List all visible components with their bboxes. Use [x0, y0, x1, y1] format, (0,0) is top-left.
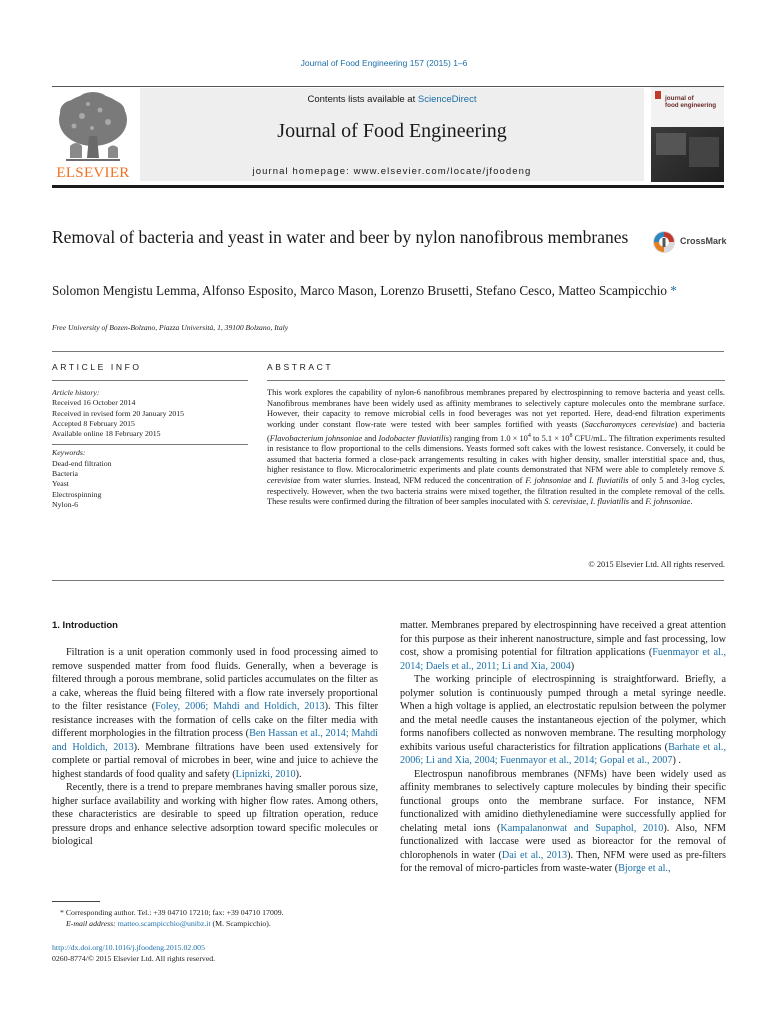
citation-link[interactable]: Bjorge et al., [618, 863, 671, 874]
abstract-text: ) and bacteria ( [267, 419, 725, 443]
citation-link[interactable]: Lipnizki, 2010 [235, 768, 296, 780]
paragraph [400, 768, 726, 876]
citation-link[interactable]: Dai et al., 2013 [501, 849, 568, 861]
footnote-email-line [52, 918, 378, 929]
masthead-rule [52, 185, 724, 188]
citation-link[interactable]: Kampalanonwat and Supaphol, 2010 [500, 822, 664, 834]
doi-block [52, 942, 378, 965]
exponent: 4 [527, 432, 531, 439]
body-text: Electrospun nanofibrous membranes (NFMs) have been widely used as affinity membranes to selectively capture molecules by binding their specific functional groups onto the membrane surface. For instance, NFM functionalized with amidino diethylenediamine were successfully applied for chelating metal ions ( [400, 768, 726, 834]
citation-link[interactable]: Fuenmayor et al., 2014; Daels et al., 2011; Li and Xia, 2004 [400, 647, 726, 672]
keyword: Electrospinning [52, 489, 102, 499]
history-item: Received 16 October 2014 [52, 398, 136, 408]
sciencedirect-link[interactable]: ScienceDirect [417, 94, 477, 105]
abstract-text: of only 5 and 3-log cycles, respectively. However, when the two bacteria strains were mixed together, the filtration resulted in the complete removal of the cells. These results were confirmed during the filtration of beer samples inoculated with [267, 476, 726, 507]
article-info-heading: ARTICLE INFO [52, 362, 142, 372]
footnote-marker: * [60, 908, 64, 917]
citation-link[interactable]: Ben Hassan et al., 2014; Mahdi and Holdich, 2013 [52, 728, 379, 753]
abstract-heading: ABSTRACT [267, 362, 334, 372]
species-name: F. johnsoniae [525, 476, 572, 486]
abstract-copyright: © 2015 Elsevier Ltd. All rights reserved. [588, 560, 725, 569]
body-text: ). Also, NFM functionalized with laccase were used as bioreactor for the removal of chlorophenols in water ( [400, 822, 726, 861]
history-item: Accepted 8 February 2015 [52, 418, 135, 428]
divider [52, 380, 248, 381]
affiliation: Free University of Bozen-Bolzano, Piazza Università, 1, 39100 Bolzano, Italy [52, 323, 289, 332]
author-list [52, 282, 692, 300]
divider [52, 351, 724, 352]
paragraph: Recently, there is a trend to prepare membranes having smaller porous size, higher surface availability and working with higher flow rates. Among others, these characteristics are desirable to speed up filtration operation, reduce pressure drops and enhance selective adsorption toward specific molecules or biological [52, 782, 378, 847]
divider [267, 380, 725, 381]
species-name: S. cerevisiae, I. fluviatilis [544, 497, 630, 507]
abstract-text: ) ranging from 1.0 × 10 [449, 433, 528, 443]
divider [52, 444, 248, 445]
email-link[interactable]: matteo.scampicchio@unibz.it [117, 919, 211, 929]
homepage-prefix: journal homepage: [252, 166, 354, 177]
cover-title: journal of food engineering [665, 95, 717, 109]
abstract-text: This work explores the capability of nylon-6 nanofibrous membranes prepared by electrospinning to remove bacteria and yeast cells. Nanofibrous membranes have been widely used as affinity membranes to selectively capture molecules onto the membrane surface. However, their capacity to remove microbial cells in food beverages was not yet reported. Here, dead-end filtration experiments working under constant flow-rate were tested with beer samples fortified with yeasts ( [267, 388, 725, 429]
footnote-text: Corresponding author. Tel.: +39 04710 17210; fax: +39 04710 17009. [63, 908, 284, 917]
keyword: Bacteria [52, 469, 78, 479]
keyword: Dead-end filtration [52, 458, 112, 468]
footnote-line [52, 907, 378, 918]
elsevier-wordmark: ELSEVIER [56, 165, 130, 181]
homepage-url-link[interactable]: www.elsevier.com/locate/jfoodeng [353, 166, 532, 177]
keyword: Yeast [52, 479, 69, 489]
body-text: matter. Membranes prepared by electrospinning have received a great attention for this purpose as their inherent nanostructure, simple and fast processing, low cost, show a promising potential for filtration applications ( [400, 620, 726, 658]
issn-copyright: 0260-8774/© 2015 Elsevier Ltd. All rights reserved. [52, 954, 216, 964]
article-info-panel [52, 388, 248, 510]
body-text: Filtration is a unit operation commonly used in food processing aimed to remove suspended matter from food fluids. Generally, when a beverage is filtered through a porous membrane, solid particles accumulates on the filter as a cake, whereas the fluid being filtered with a flow rate inversely proportional to the filter resistance ( [52, 647, 378, 712]
authors-text: Solomon Mengistu Lemma, Alfonso Esposito, Marco Mason, Lorenzo Brusetti, Stefano Cesco, Matteo Scampicchio [52, 283, 667, 298]
species-name: F. johnsoniae [645, 497, 691, 507]
history-label: Article history: [52, 388, 100, 397]
article-title: Removal of bacteria and yeast in water and beer by nylon nanofibrous membranes [52, 227, 629, 247]
footnote-rule [52, 901, 100, 902]
body-text: ). Then, NFM were used as pre-filters for the removal of micro-particles from waste-water ( [400, 849, 726, 874]
history-item: Received in revised form 20 January 2015 [52, 408, 185, 418]
crossmark-badge[interactable] [652, 230, 732, 260]
footnote-text: (M. Scampicchio). [210, 919, 271, 929]
section-heading-introduction: 1. Introduction [52, 620, 118, 631]
body-text: The working principle of electrospinning is straightforward. Briefly, a polymer solution is continuously pumped through a metal syringe needle. When a high voltage is applied, an electrostatic repulsion between the polymer and the metal needle causes the instantaneous ejection of the polymer, which forms nanofibers collected as nonwoven membrane. The resulting morphology exhibits various useful characteristics for filtration applications ( [400, 674, 726, 753]
species-name: Saccharomyces cerevisiae [584, 419, 675, 429]
species-name: S. cerevisiae [267, 465, 725, 486]
citation-link[interactable]: Foley, 2006; Mahdi and Holdich, 2013 [155, 701, 325, 712]
journal-homepage [140, 166, 644, 177]
paragraph [52, 646, 378, 781]
abstract-text: and [362, 433, 379, 443]
email-label: E-mail address: [66, 919, 118, 929]
abstract-text: and [629, 497, 646, 507]
body-text: ). Membrane filtrations have been used extensively for complete or partial removal of microbes in beer, wine and juice to achieve the highest standards of food quality and safety ( [52, 741, 379, 780]
exponent: 8 [569, 432, 573, 439]
paragraph [400, 673, 726, 768]
journal-cover-thumbnail[interactable] [651, 87, 724, 182]
abstract-text: to 5.1 × 10 [530, 433, 570, 443]
crossmark-label: CrossMark [680, 236, 727, 246]
body-column-right [400, 619, 726, 876]
abstract-body [267, 388, 725, 508]
journal-title: Journal of Food Engineering [277, 120, 507, 142]
corresponding-author-mark[interactable]: * [666, 283, 677, 298]
abstract-text: . [690, 497, 693, 507]
history-item: Available online 18 February 2015 [52, 429, 161, 439]
body-column-left [52, 646, 378, 849]
crossmark-icon [652, 230, 676, 254]
body-text: ). This filter resistance increases with the formation of cells cake on the filter media with different morphologies in the filtration process ( [52, 701, 378, 739]
body-text: ) [570, 660, 575, 672]
journal-citation-link[interactable]: Journal of Food Engineering 157 (2015) 1–6 [300, 58, 468, 68]
abstract-text: and [571, 476, 590, 486]
contents-prefix: Contents lists available at [307, 94, 418, 105]
body-text: ). [295, 768, 302, 780]
abstract-text: CFU/mL. The filtration experiments resulted in resistance to flow proportional to the cells dimensions. Yeasts formed soft cakes with the lowest resistance. Conversely, it could be assumed that bacteria formed a close-pack arrangements resulting in cakes with higher density, smaller interstitial space and, thus, higher resistance to flow. Microcalorimetric experiments and plate counts demonstrated that NFM were able to completely remove [267, 433, 726, 475]
doi-link[interactable]: http://dx.doi.org/10.1016/j.jfoodeng.2015.02.005 [52, 943, 205, 952]
body-text: ) . [672, 755, 681, 766]
paragraph [400, 619, 726, 673]
divider [52, 580, 724, 581]
citation-link[interactable]: Barhate et al., 2006; Li and Xia, 2004; Fuenmayor et al., 2014; Gopal et al., 2007 [400, 741, 726, 766]
species-name: Flavobacterium johnsoniae [269, 433, 363, 443]
species-name: I. fluviatilis [589, 476, 629, 486]
abstract-text: from water slurries. Instead, NFM reduced the concentration of [300, 476, 526, 486]
keyword: Nylon-6 [52, 499, 78, 509]
species-name: Iodobacter fluviatilis [378, 433, 450, 443]
keywords-label: Keywords: [52, 448, 86, 458]
footnote [52, 907, 378, 930]
contents-availability [140, 94, 644, 105]
